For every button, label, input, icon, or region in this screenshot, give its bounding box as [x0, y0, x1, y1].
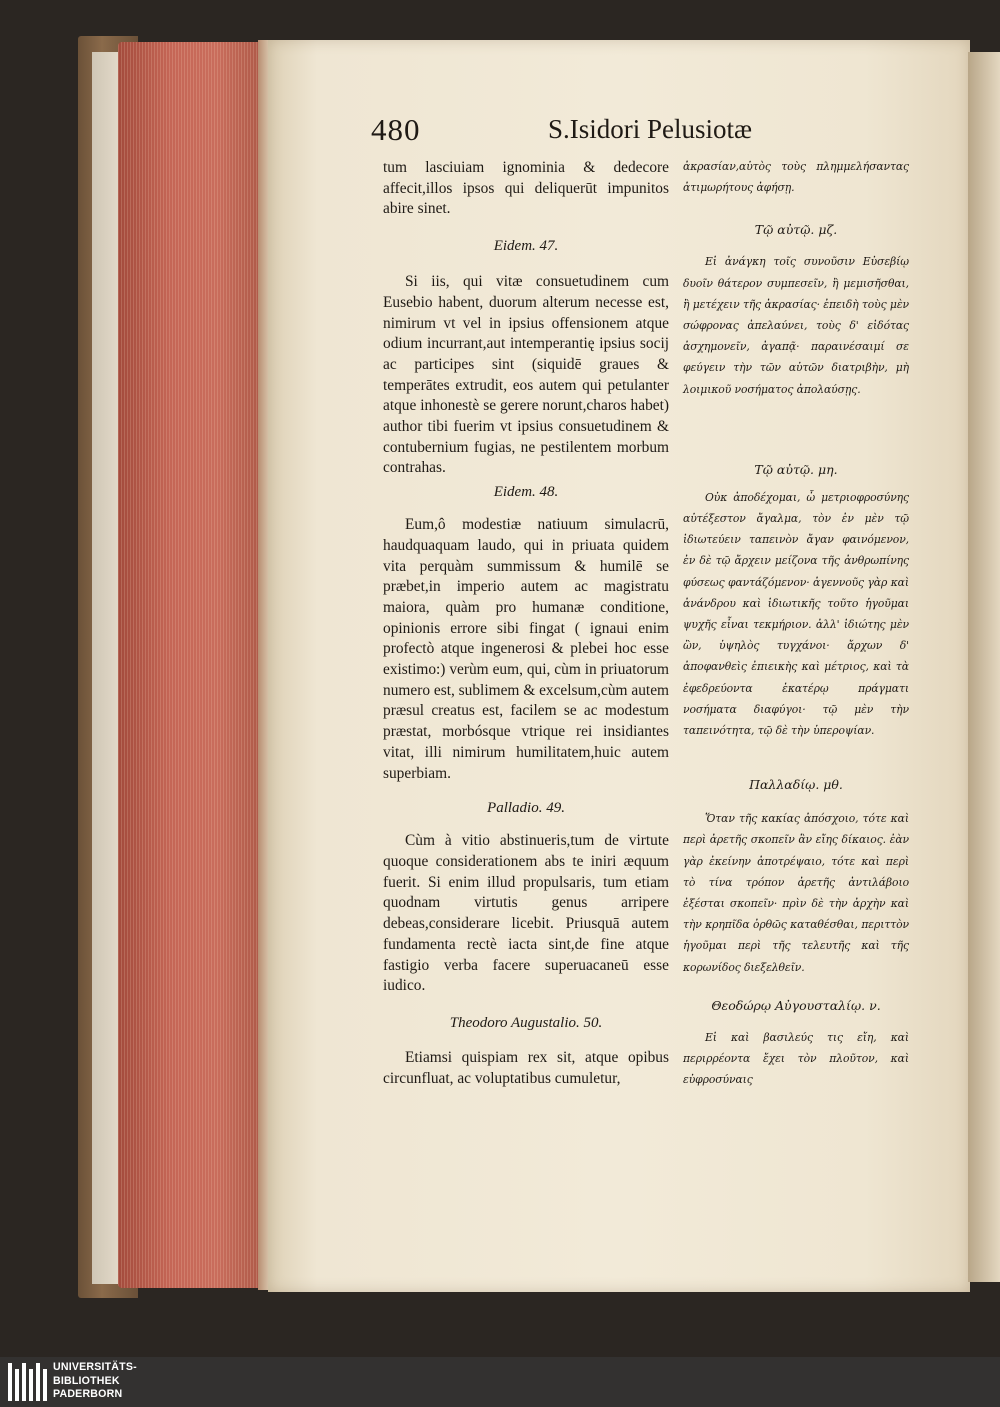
logo-line: BIBLIOTHEK [53, 1374, 120, 1387]
greek-letter-heading: Παλλαδίῳ. μθ. [749, 777, 843, 793]
page-number: 480 [371, 112, 421, 147]
latin-paragraph: Etiamsi quispiam rex sit, atque opibus circunfluat, ac voluptatibus cumuletur, [383, 1048, 669, 1087]
greek-column [683, 156, 909, 1091]
library-footer-bar [0, 1357, 1000, 1407]
latin-paragraph: tum lasciuiam ignominia & dedecore affecit,illos ipsos qui deliquerūt impunitos abire sinet. [383, 159, 669, 218]
greek-letter-heading: Τῷ αὐτῷ. μζ. [754, 222, 838, 238]
greek-paragraph: Οὐκ ἀποδέχομαι, ὦ μετριοφροσύνης αὐτέξεστον ἄγαλμα, τὸν ἐν μὲν τῷ ἰδιωτεύειν ταπεινὸν ἄγαν φαινόμενον, ἐν δὲ τῷ ἄρχειν μείζονα τῆς ἀνθρωπίνης φύσεως φαντάζόμενον· ἀγεννοῦς γὰρ καὶ ἀνάνδρου καὶ ἰδιωτικῆς τοῦτο ἡγοῦμαι ψυχῆς εἶναι τεκμήριον. ἀλλ' ἰδιώτης μὲν ὢν, ὑψηλὸς τυγχάνοι· ἄρχων δ' ἀποφανθεὶς ἐπιεικὴς καὶ μέτριος, καὶ τὰ ἐφεδρεύοντα ἑκατέρῳ πράγματι νοσήματα διαφύγοι· τῷ μὲν τὴν ταπεινότητα, τῷ δὲ τὴν ὑπεροψίαν. [683, 490, 909, 738]
latin-letter-heading: Theodoro Augustalio. 50. [449, 1014, 603, 1031]
greek-paragraph: Εἰ καὶ βασιλεύς τις εἴη, καὶ περιρρέοντα ἔχει τὸν πλοῦτον, καὶ εὐφροσύναις [683, 1030, 909, 1087]
greek-paragraph: ἀκρασίαν,αὐτὸς τοὺς πλημμελήσαντας ἀτιμωρήτους ἀφήσῃ. [683, 160, 909, 195]
red-page-edges [118, 42, 270, 1288]
latin-letter-heading: Eidem. 47. [493, 238, 559, 255]
latin-letter-heading: Palladio. 49. [487, 800, 565, 817]
facing-page-edge [968, 52, 1000, 1282]
running-title: S.Isidori Pelusiotæ [548, 114, 753, 144]
library-logo-text [53, 1361, 137, 1402]
latin-letter-heading: Eidem. 48. [493, 484, 559, 501]
library-logo-icon [8, 1363, 50, 1401]
latin-paragraph: Cùm à vitio abstinueris,tum de virtute quoque considerationem abs te iniri æquum fuerit. Si enim illud propulsaris, tum etiam quodnam virtutis genus arripere debeas,considerare licebit. Priusquā autem fundamenta rectè iacta sint,de fine atque fastigio verba facere superuacaneū esse iudico. [383, 832, 669, 995]
latin-paragraph: Eum,ô modestiæ natiuum simulacrū, haudquaquam laudo, qui in priuata quidem vita perquàm summissum & humilē se præbet,in imperio autem ac magistratu maiora, quàm pro humanæ conditione, opinionis errore sibi fingat ( ignaui enim profectò atque ingenerosi & plebei hoc esse existimo:) verùm eum, qui, cùm in priuatorum numero est, sublimem & excelsum,cùm autem præsul creatus est, facilem se ac modestum præstat, morbósque vtrique rei insidiantes vitat, illi nimirum humilitatem,huic autem superbiam. [383, 516, 669, 782]
greek-letter-heading: Θεοδώρῳ Αὐγουσταλίῳ. ν. [711, 997, 881, 1013]
logo-line: UNIVERSITÄTS- [53, 1361, 137, 1373]
logo-line: PADERBORN [53, 1388, 123, 1400]
latin-column [383, 158, 669, 1089]
greek-paragraph: Ὅταν τῆς κακίας ἀπόσχοιο, τότε καὶ περὶ ἀρετῆς σκοπεῖν ἂν εἴης δίκαιος. ἐὰν γὰρ ἐκείνην ἀποτρέψαιο, τότε καὶ περὶ τὸ τίνα τρόπον ἀρετῆς ἀντιλάβοιο ἐξέσται σκοπεῖν· πρὶν δὲ τὴν ἀρχὴν καὶ τὴν κρηπῖδα ὀρθῶς καταθέσθαι, περιττὸν ἡγοῦμαι περὶ τῆς τελευτῆς καὶ τῆς κορωνίδος διεξελθεῖν. [683, 812, 909, 974]
greek-paragraph: Εἰ ἀνάγκη τοῖς συνοῦσιν Εὐσεβίῳ δυοῖν θάτερον συμπεσεῖν, ἢ μεμισῆσθαι, ἢ μετέχειν τῆς ἀκρασίας· ἐπειδὴ τοὺς μὲν σώφρονας ἀπελαύνει, τοὺς δ' εἰδότας ἀσχημονεῖν, ἀγαπᾷ· παραινέσαιμί σε φεύγειν τὴν τῶν αὐτῶν διατριβὴν, μὴ λοιμικοῦ νοσήματος ἀπολαύσῃς. [683, 255, 909, 396]
greek-letter-heading: Τῷ αὐτῷ. μη. [754, 461, 838, 477]
latin-paragraph: Si iis, qui vitæ consuetudinem cum Eusebio habent, duorum alterum necesse est, nimirum vt vel in ipsius offensionem atque odium incurrant,aut intemperantię ipsius socij ac participes sint (siquidē graues & temperātes extrudit, eos autem qui petulanter atque inhonestè se gerere norunt,charos habet) author tibi fuerim vt ipsius consuetudinem & contubernium fugias, ne pestilentem morbum contrahas. [383, 273, 669, 477]
